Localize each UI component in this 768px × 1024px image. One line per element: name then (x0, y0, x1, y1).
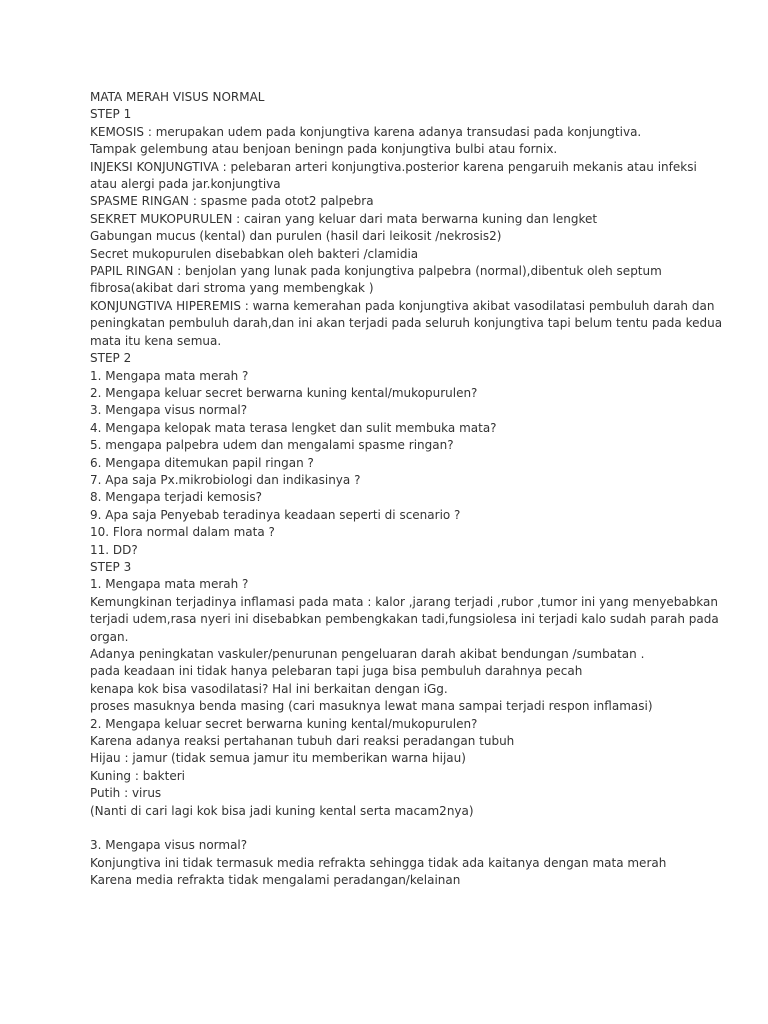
text-line: KEMOSIS : merupakan udem pada konjungtiva karena adanya transudasi pada konjungtiva. (90, 124, 642, 139)
text-line (90, 820, 730, 837)
text-line: PAPIL RINGAN : benjolan yang lunak pada konjungtiva palpebra (normal),dibentuk oleh septum (90, 264, 662, 279)
text-line: Karena media refrakta tidak mengalami peradangan/kelainan (90, 873, 461, 888)
text-line: 8. Mengapa terjadi kemosis? (90, 490, 262, 505)
text-line: Kemungkinan terjadinya inflamasi pada mata : kalor ,jarang terjadi ,rubor ,tumor ini yang menyebabkan (90, 594, 719, 609)
text-line: 4. Mengapa kelopak mata terasa lengket dan sulit membuka mata? (90, 420, 497, 435)
text-line: INJEKSI KONJUNGTIVA : pelebaran arteri konjungtiva.posterior karena pengaruih mekanis atau infeksi (90, 159, 697, 174)
text-line: Adanya peningkatan vaskuler/penurunan pengeluaran darah akibat bendungan /sumbatan . (90, 647, 645, 661)
text-line: Kuning : bakteri (90, 768, 185, 783)
text-line: (Nanti di cari lagi kok bisa jadi kuning kental serta macam2nya) (90, 803, 474, 818)
text-line: 3. Mengapa visus normal? (90, 838, 248, 853)
text-line: STEP 1 (90, 107, 132, 122)
text-line: atau alergi pada jar.konjungtiva (90, 177, 281, 192)
text-line: MATA MERAH VISUS NORMAL (90, 90, 265, 104)
text-line: 5. mengapa palpebra udem dan mengalami spasme ringan? (90, 438, 454, 453)
text-line: 7. Apa saja Px.mikrobiologi dan indikasinya ? (90, 472, 361, 487)
text-line: 10. Flora normal dalam mata ? (90, 525, 275, 540)
text-line: Karena adanya reaksi pertahanan tubuh dari reaksi peradangan tubuh (90, 734, 515, 749)
text-line: 2. Mengapa keluar secret berwarna kuning kental/mukopurulen? (90, 716, 478, 731)
document-body (90, 89, 730, 890)
text-line: Tampak gelembung atau benjoan beningn pada konjungtiva bulbi atau fornix. (90, 142, 558, 157)
text-line: Konjungtiva ini tidak termasuk media refrakta sehingga tidak ada kaitanya dengan mata merah (90, 855, 667, 870)
text-line: mata itu kena semua. (90, 333, 222, 348)
text-line: Gabungan mucus (kental) dan purulen (hasil dari leikosit /nekrosis2) (90, 229, 502, 244)
text-line: STEP 2 (90, 351, 132, 366)
text-line: terjadi udem,rasa nyeri ini disebabkan pembengkakan tadi,fungsiolesa ini terjadi kalo sudah parah pada (90, 612, 719, 627)
text-line: Hijau : jamur (tidak semua jamur itu memberikan warna hijau) (90, 751, 466, 766)
text-line: proses masuknya benda masing (cari masuknya lewat mana sampai terjadi respon inflamasi) (90, 699, 653, 714)
text-line: Putih : virus (90, 786, 162, 801)
text-line: STEP 3 (90, 559, 132, 574)
text-line: fibrosa(akibat dari stroma yang membengkak ) (90, 281, 374, 296)
text-line: Secret mukopurulen disebabkan oleh bakteri /clamidia (90, 246, 419, 261)
text-line: 9. Apa saja Penyebab teradinya keadaan seperti di scenario ? (90, 507, 461, 522)
text-line: 1. Mengapa mata merah ? (90, 368, 249, 383)
text-line: SPASME RINGAN : spasme pada otot2 palpebra (90, 194, 374, 209)
text-line: 1. Mengapa mata merah ? (90, 577, 249, 592)
text-line: 6. Mengapa ditemukan papil ringan ? (90, 455, 314, 470)
text-line: 2. Mengapa keluar secret berwarna kuning kental/mukopurulen? (90, 385, 478, 400)
text-line: 11. DD? (90, 542, 138, 557)
text-line: SEKRET MUKOPURULEN : cairan yang keluar dari mata berwarna kuning dan lengket (90, 211, 598, 226)
text-line: pada keadaan ini tidak hanya pelebaran tapi juga bisa pembuluh darahnya pecah (90, 664, 583, 679)
text-line: kenapa kok bisa vasodilatasi? Hal ini berkaitan dengan iGg. (90, 681, 448, 696)
text-line: 3. Mengapa visus normal? (90, 403, 248, 418)
text-line: peningkatan pembuluh darah,dan ini akan terjadi pada seluruh konjungtiva tapi belum tentu pada kedua (90, 316, 723, 331)
text-line: organ. (90, 629, 129, 644)
text-line: KONJUNGTIVA HIPEREMIS : warna kemerahan pada konjungtiva akibat vasodilatasi pembuluh darah dan (90, 298, 715, 313)
